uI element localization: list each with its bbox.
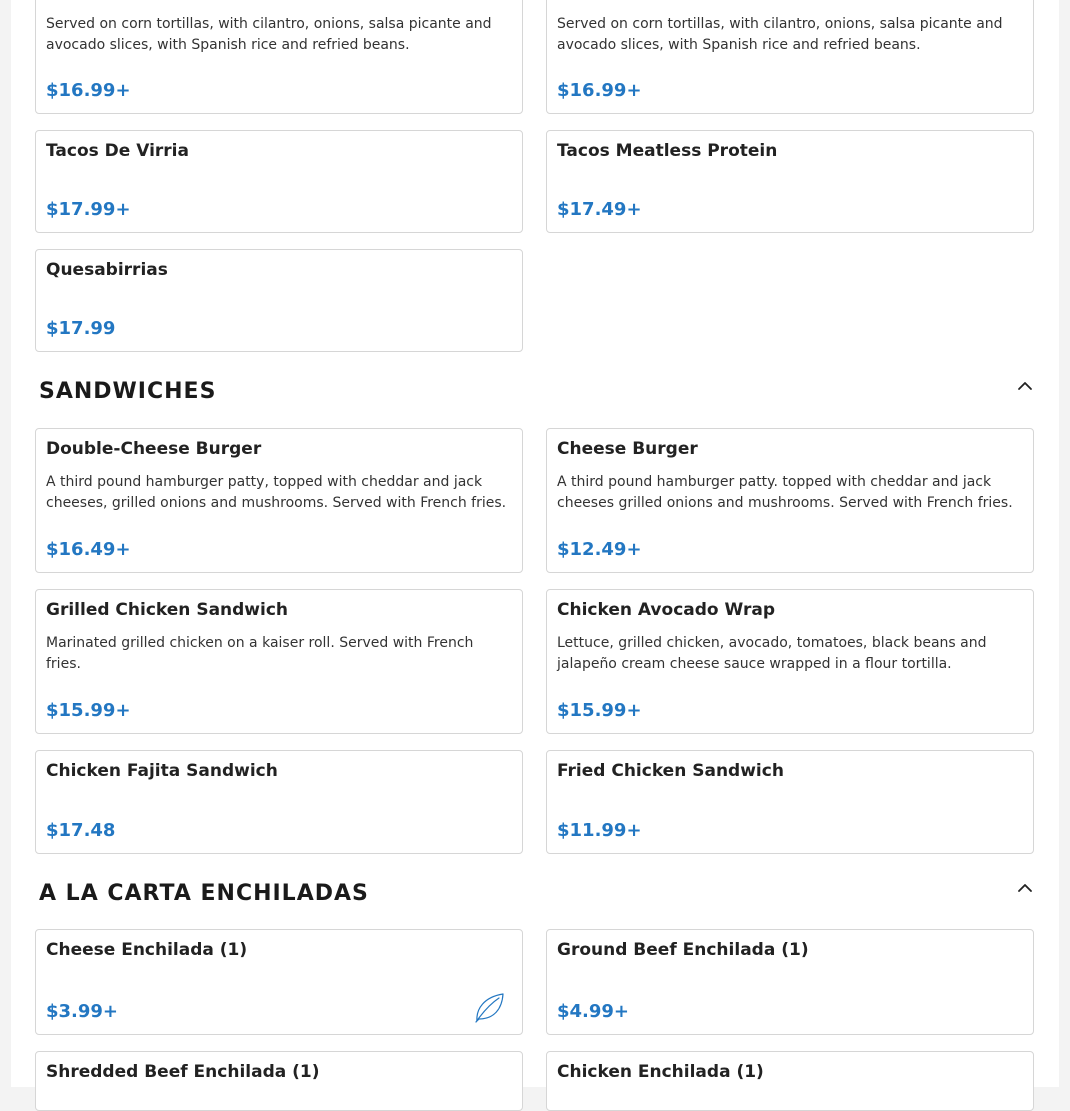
menu-item-card[interactable]	[35, 929, 523, 1035]
menu-item-card[interactable]	[35, 1051, 523, 1111]
menu-item-description: Served on corn tortillas, with cilantro, onions, salsa picante and avocado slices, with Spanish rice and refried beans.	[557, 16, 1003, 53]
menu-item-name: Cheese Enchilada (1)	[46, 940, 248, 960]
menu-item-name: Shredded Beef Enchilada (1)	[46, 1062, 320, 1082]
menu-item-price: $15.99+	[46, 700, 131, 721]
vegetarian-leaf-icon	[472, 990, 506, 1024]
menu-item-card[interactable]	[546, 0, 1034, 114]
menu-item-price: $17.99	[46, 318, 116, 339]
menu-item-name: Tacos De Virria	[46, 141, 189, 161]
menu-item-card[interactable]	[546, 750, 1034, 854]
menu-item-price: $15.99+	[557, 700, 642, 721]
menu-item-card[interactable]	[35, 249, 523, 352]
menu-item-card[interactable]	[546, 929, 1034, 1035]
menu-item-card[interactable]	[35, 130, 523, 233]
menu-item-card[interactable]	[546, 1051, 1034, 1111]
menu-item-description: Lettuce, grilled chicken, avocado, tomatoes, black beans and jalapeño cream cheese sauce wrapped in a flour tortilla.	[557, 635, 987, 672]
menu-item-price: $17.48	[46, 820, 116, 841]
menu-item-price: $11.99+	[557, 820, 642, 841]
menu-item-price: $12.49+	[557, 539, 642, 560]
chevron-up-icon[interactable]	[1015, 878, 1035, 898]
menu-item-card[interactable]	[35, 428, 523, 573]
menu-item-name: Fried Chicken Sandwich	[557, 761, 784, 781]
section-title-enchiladas: A LA CARTA ENCHILADAS	[39, 881, 369, 906]
menu-item-name: Chicken Enchilada (1)	[557, 1062, 764, 1082]
menu-item-card[interactable]	[546, 428, 1034, 573]
section-title-sandwiches: SANDWICHES	[39, 379, 217, 404]
menu-item-description: A third pound hamburger patty. topped with cheddar and jack cheeses grilled onions and mushrooms. Served with French fries.	[557, 474, 1013, 511]
menu-item-card[interactable]	[35, 0, 523, 114]
menu-item-price: $17.49+	[557, 199, 642, 220]
menu-item-name: Double-Cheese Burger	[46, 439, 262, 459]
menu-item-description: Served on corn tortillas, with cilantro, onions, salsa picante and avocado slices, with Spanish rice and refried beans.	[46, 16, 492, 53]
menu-item-card[interactable]	[546, 130, 1034, 233]
menu-item-price: $17.99+	[46, 199, 131, 220]
menu-page	[11, 0, 1059, 1087]
menu-item-price: $16.99+	[557, 80, 642, 101]
menu-item-description: A third pound hamburger patty, topped with cheddar and jack cheeses, grilled onions and mushrooms. Served with French fries.	[46, 474, 507, 511]
menu-item-price: $16.49+	[46, 539, 131, 560]
menu-item-price: $16.99+	[46, 80, 131, 101]
menu-item-card[interactable]	[35, 750, 523, 854]
menu-item-name: Quesabirrias	[46, 260, 168, 280]
menu-item-card[interactable]	[546, 589, 1034, 734]
menu-item-description: Marinated grilled chicken on a kaiser roll. Served with French fries.	[46, 635, 474, 672]
menu-item-name: Tacos Meatless Protein	[557, 141, 778, 161]
menu-item-name: Grilled Chicken Sandwich	[46, 600, 289, 620]
menu-item-card[interactable]	[35, 589, 523, 734]
menu-item-name: Cheese Burger	[557, 439, 698, 459]
menu-item-name: Chicken Avocado Wrap	[557, 600, 775, 620]
menu-item-price: $4.99+	[557, 1001, 630, 1022]
menu-item-name: Ground Beef Enchilada (1)	[557, 940, 809, 960]
menu-item-name: Chicken Fajita Sandwich	[46, 761, 278, 781]
chevron-up-icon[interactable]	[1015, 376, 1035, 396]
menu-item-price: $3.99+	[46, 1001, 119, 1022]
